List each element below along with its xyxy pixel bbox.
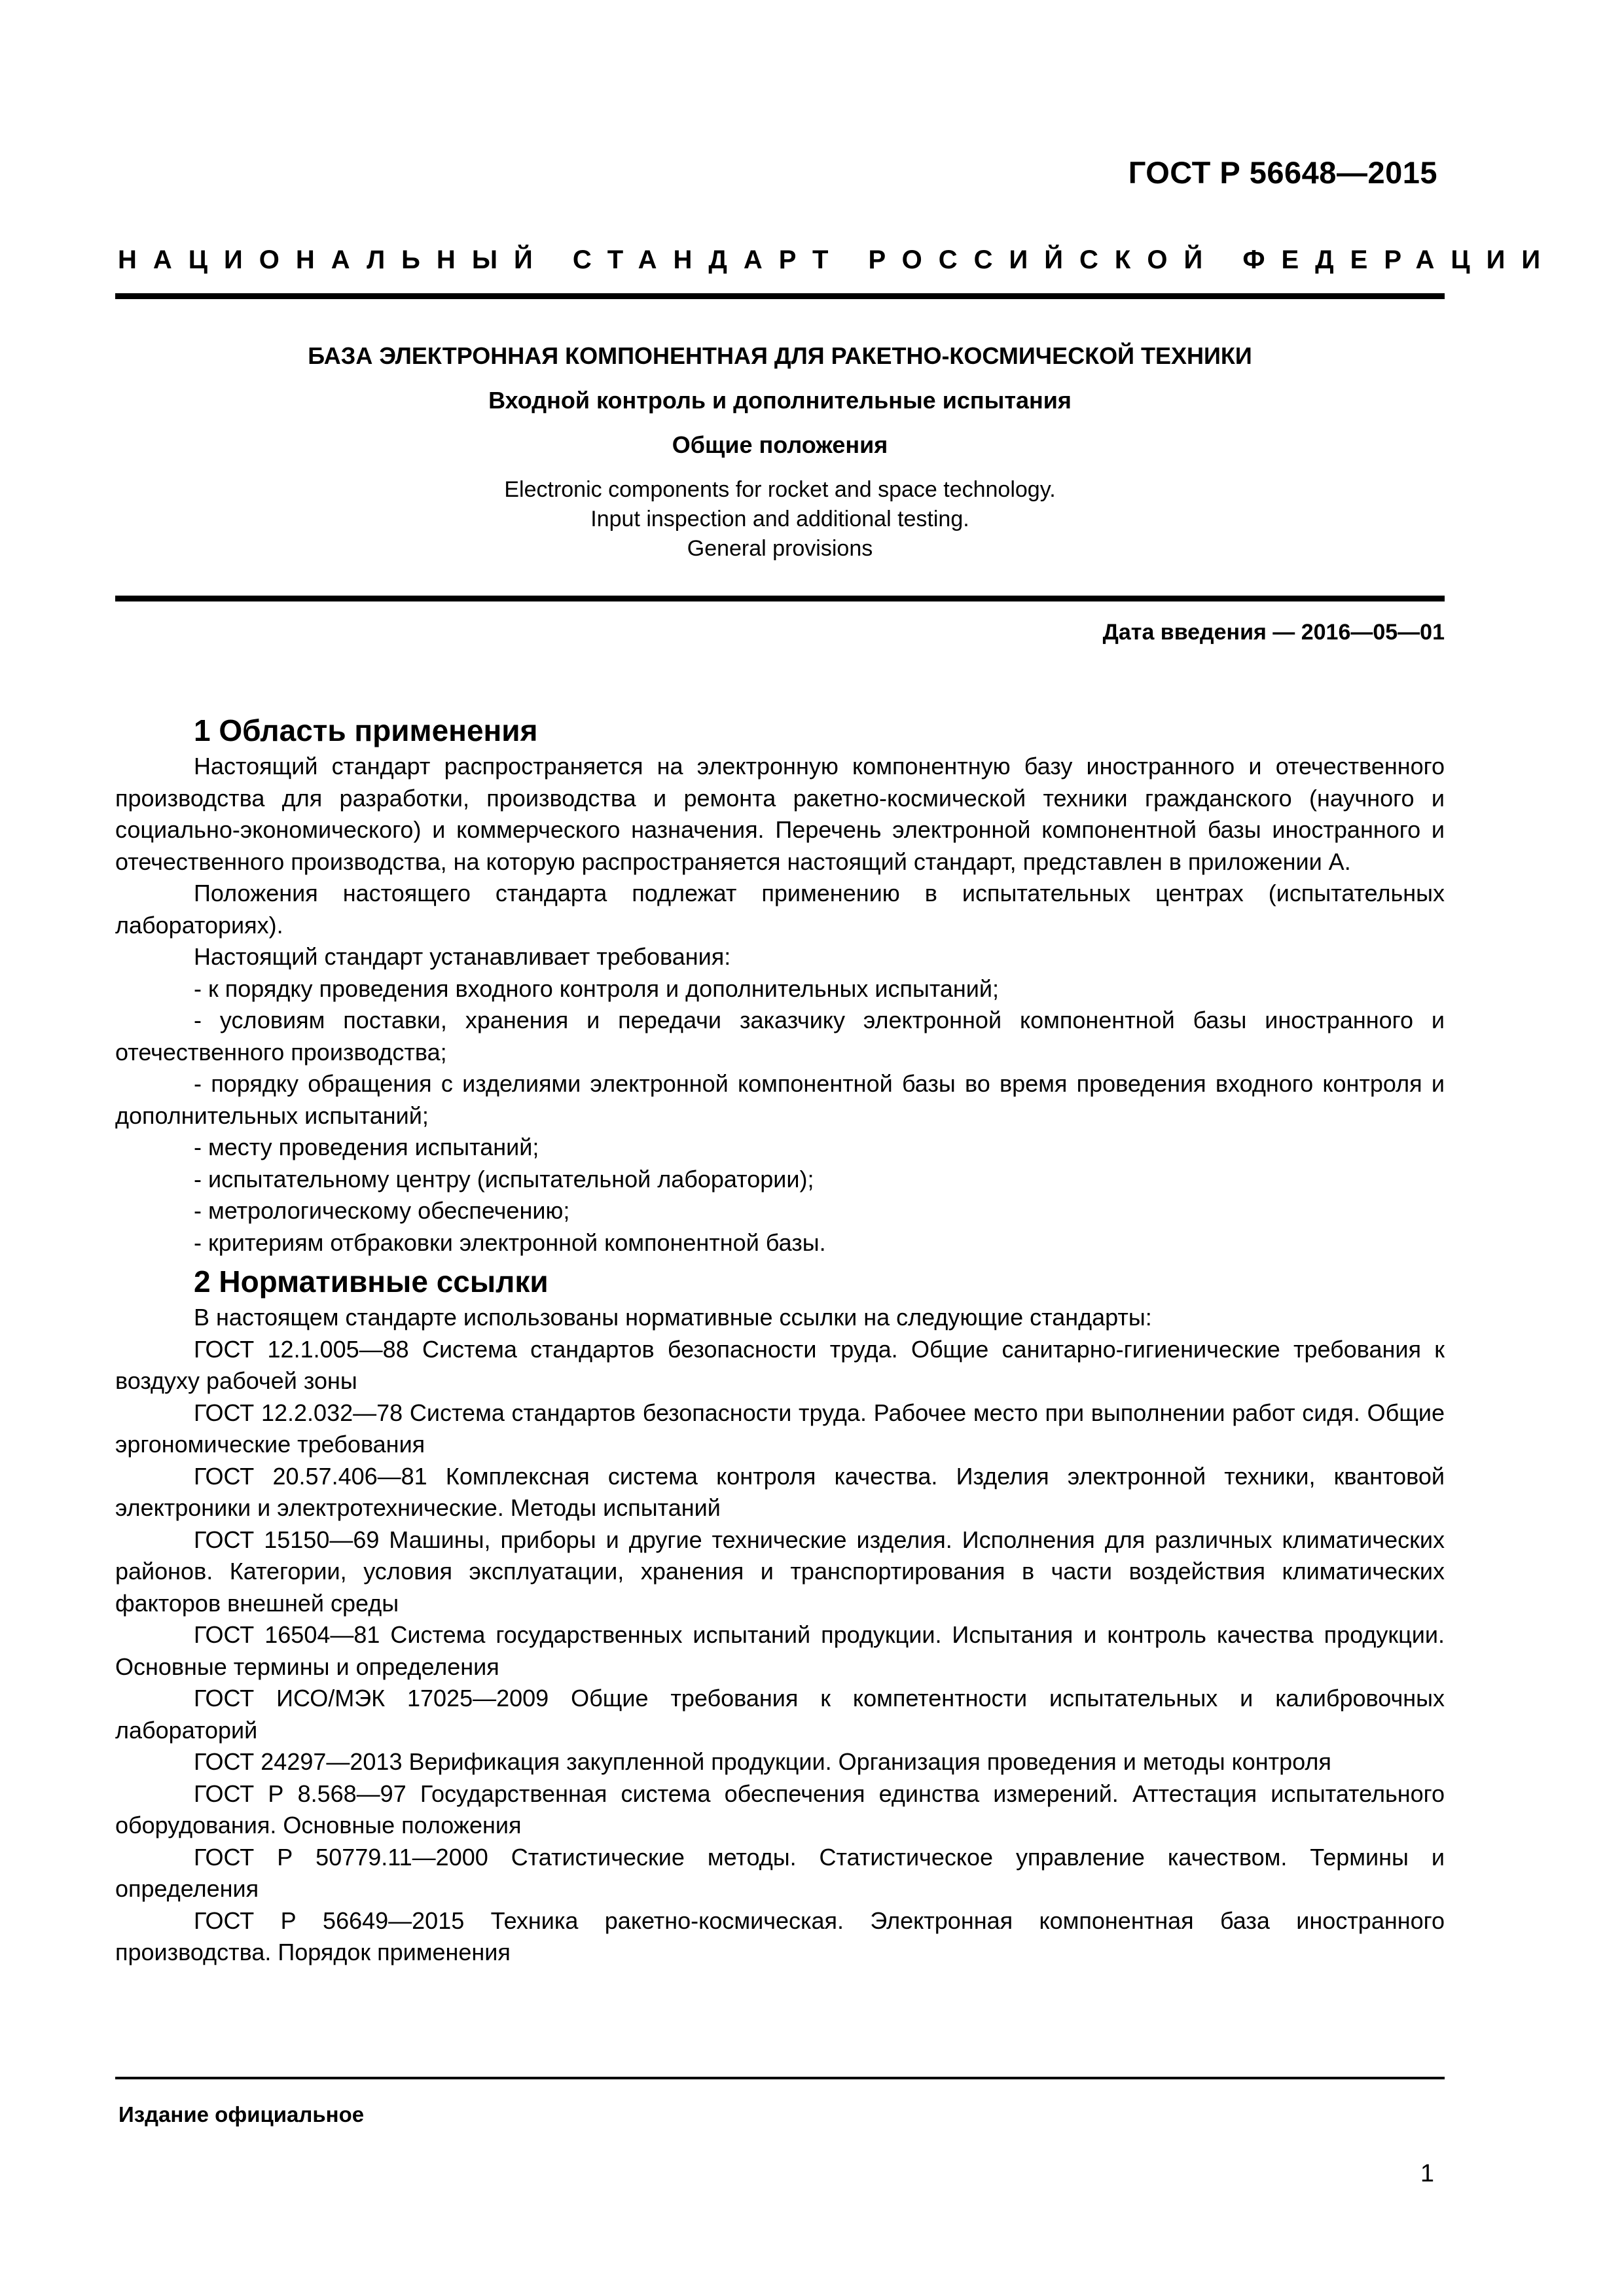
list-item: - испытательному центру (испытательной лаборатории); [194, 1165, 814, 1193]
paragraph: В настоящем стандарте использованы нормативные ссылки на следующие стандарты: [194, 1304, 1152, 1331]
reference-item: ГОСТ ИСО/МЭК 17025—2009 Общие требования к компетентности испытательных и калибровочных лабораторий [115, 1685, 1445, 1744]
reference-item: ГОСТ Р 8.568—97 Государственная система обеспечения единства измерений. Аттестация испытательного оборудования. Основные положения [115, 1780, 1445, 1839]
english-title-line-1: Electronic components for rocket and space technology. [504, 477, 1056, 502]
paragraph: Настоящий стандарт распространяется на электронную компонентную базу иностранного и отечественного производства для разработки, производства и ремонта ракетно-космической техники гражданского (научного и социально-экономического) и коммерческого назначения. Перечень электронной компонентной базы иностранного и отечественного производства, на которую распространяется настоящий стандарт, представлен в приложении А. [115, 753, 1445, 875]
reference-item: ГОСТ 12.1.005—88 Система стандартов безопасности труда. Общие санитарно-гигиенические требования к воздуху рабочей зоны [115, 1335, 1445, 1394]
footer-rule [115, 2077, 1445, 2079]
english-title-line-2: Input inspection and additional testing. [590, 507, 969, 531]
section-1-heading: 1 Область применения [194, 713, 538, 747]
reference-item: ГОСТ 12.2.032—78 Система стандартов безопасности труда. Рабочее место при выполнении работ сидя. Общие эргономические требования [115, 1399, 1445, 1458]
list-item: - условиям поставки, хранения и передачи заказчику электронной компонентной базы иностранного и отечественного производства; [115, 1007, 1445, 1066]
reference-item: ГОСТ Р 56649—2015 Техника ракетно-космическая. Электронная компонентная база иностранного производства. Порядок применения [115, 1907, 1445, 1965]
page-number: 1 [1420, 2160, 1434, 2187]
list-item: - критериям отбраковки электронной компонентной базы. [194, 1229, 826, 1256]
reference-item: ГОСТ Р 50779.11—2000 Статистические методы. Статистическое управление качеством. Термины и определения [115, 1843, 1445, 1902]
national-standard-banner: НАЦИОНАЛЬНЫЙ СТАНДАРТ РОССИЙСКОЙ ФЕДЕРАЦИИ [118, 245, 1557, 274]
section-2-heading: 2 Нормативные ссылки [194, 1265, 549, 1299]
title-line-general: Общие положения [672, 431, 888, 458]
reference-item: ГОСТ 24297—2013 Верификация закупленной продукции. Организация проведения и методы контроля [194, 1748, 1331, 1775]
list-item: - метрологическому обеспечению; [194, 1197, 570, 1224]
title-line-main: БАЗА ЭЛЕКТРОННАЯ КОМПОНЕНТНАЯ ДЛЯ РАКЕТНО-КОСМИЧЕСКОЙ ТЕХНИКИ [308, 342, 1252, 369]
official-edition-label: Издание официальное [118, 2102, 365, 2126]
list-item: - к порядку проведения входного контроля и дополнительных испытаний; [194, 975, 1000, 1002]
english-title-block [115, 475, 1445, 564]
paragraph: Положения настоящего стандарта подлежат применению в испытательных центрах (испытательных лабораториях). [115, 880, 1445, 939]
title-rule [115, 596, 1445, 601]
list-item: - месту проведения испытаний; [194, 1134, 539, 1160]
reference-item: ГОСТ 16504—81 Система государственных испытаний продукции. Испытания и контроль качества продукции. Основные термины и определения [115, 1621, 1445, 1680]
gost-designation: ГОСТ Р 56648—2015 [1128, 155, 1437, 190]
reference-item: ГОСТ 20.57.406—81 Комплексная система контроля качества. Изделия электронной техники, квантовой электроники и электротехнические. Методы испытаний [115, 1462, 1445, 1521]
list-item: - порядку обращения с изделиями электронной компонентной базы во время проведения входного контроля и дополнительных испытаний; [115, 1070, 1445, 1129]
document-body [115, 710, 1445, 1969]
header-rule [115, 293, 1445, 299]
english-title-line-3: General provisions [687, 536, 873, 561]
introduction-date: Дата введения — 2016—05—01 [1102, 620, 1445, 645]
title-block [115, 334, 1445, 467]
reference-item: ГОСТ 15150—69 Машины, приборы и другие технические изделия. Исполнения для различных климатических районов. Категории, условия эксплуатации, хранения и транспортирования в части воздействия климатических факторов внешней среды [115, 1526, 1445, 1617]
title-line-sub: Входной контроль и дополнительные испытания [488, 387, 1072, 414]
paragraph: Настоящий стандарт устанавливает требования: [194, 943, 731, 970]
